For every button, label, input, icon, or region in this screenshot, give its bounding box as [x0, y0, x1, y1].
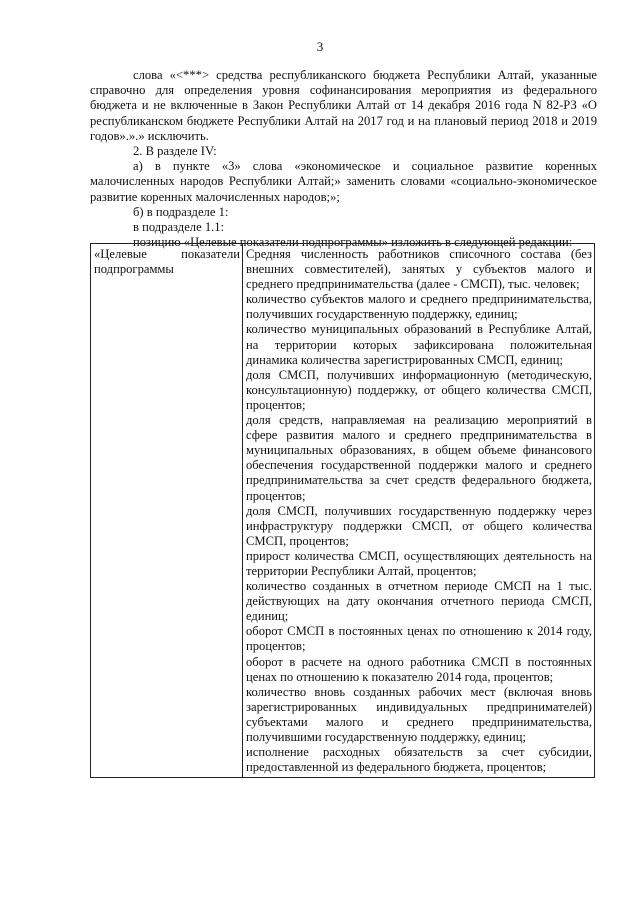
paragraph-item-a: а) в пункте «3» слова «экономическое и социальное развитие коренных малочисленных народов Республики Алтай;» заменить словами «социально-экономическое развитие коренных малочисленных народов;»; — [90, 159, 597, 204]
indicator-item: количество созданных в отчетном периоде СМСП на 1 тыс. действующих на дату окончания отчетного периода СМСП, единиц; — [246, 579, 592, 624]
indicator-item: исполнение расходных обязательств за счет субсидии, предоставленной из федерального бюджета, процентов; — [246, 745, 592, 775]
indicator-item: количество муниципальных образований в Республике Алтай, на территории которых зафиксирована положительная динамика количества зарегистрированных СМСП, единиц; — [246, 322, 592, 367]
target-indicators-table — [90, 243, 595, 778]
paragraph-section-iv: 2. В разделе IV: — [133, 144, 217, 159]
indicator-item: оборот в расчете на одного работника СМСП в постоянных ценах по отношению к показателю 2014 года, процентов; — [246, 654, 592, 684]
indicator-item: Средняя численность работников списочного состава (без внешних совместителей), занятых у субъектов малого и среднего предпринимательства (далее - СМСП), тыс. человек; — [246, 247, 592, 292]
paragraph-position-intro: позицию «Целевые показатели подпрограммы» изложить в следующей редакции: — [133, 235, 573, 250]
table-label-cell: «Целевые показатели подпрограммы — [91, 244, 243, 778]
table-row — [91, 244, 595, 778]
indicator-item: доля СМСП, получивших государственную поддержку через инфраструктуру поддержки СМСП, от общего количества СМСП, процентов; — [246, 503, 592, 548]
page-number: 3 — [316, 39, 324, 54]
table-items-cell — [243, 244, 595, 778]
indicator-item: количество вновь созданных рабочих мест (включая вновь зарегистрированных индивидуальных предпринимателей) субъектами малого и среднего предпринимательства, получившими государственную поддержку, единиц; — [246, 684, 592, 744]
paragraph-subsection-1-1: в подразделе 1.1: — [133, 220, 225, 235]
paragraph-item-b: б) в подразделе 1: — [133, 204, 229, 219]
indicator-item: прирост количества СМСП, осуществляющих деятельность на территории Республики Алтай, процентов; — [246, 548, 592, 578]
indicator-item: доля средств, направляемая на реализацию мероприятий в сфере развития малого и среднего предпринимательства в муниципальных образованиях, в общем объеме финансового обеспечения государственной поддержки малого и среднего предпринимательства за счет средств федерального бюджета, процентов; — [246, 413, 592, 503]
indicator-item: доля СМСП, получивших информационную (методическую, консультационную) поддержку, от общего количества СМСП, процентов; — [246, 367, 592, 412]
indicator-item: оборот СМСП в постоянных ценах по отношению к 2014 году, процентов; — [246, 624, 592, 654]
document-body — [90, 68, 597, 250]
paragraph-exclusion: слова «<***> средства республиканского бюджета Республики Алтай, указанные справочно для определения уровня софинансирования мероприятия из федерального бюджета и не включенные в Закон Республики Алтай от 14 декабря 2016 года N 82-РЗ «О республиканском бюджете Республики Алтай на 2017 год и на плановый период 2018 и 2019 годов».».» исключить. — [90, 68, 597, 143]
indicator-item: количество субъектов малого и среднего предпринимательства, получивших государственную поддержку, единиц; — [246, 292, 592, 322]
